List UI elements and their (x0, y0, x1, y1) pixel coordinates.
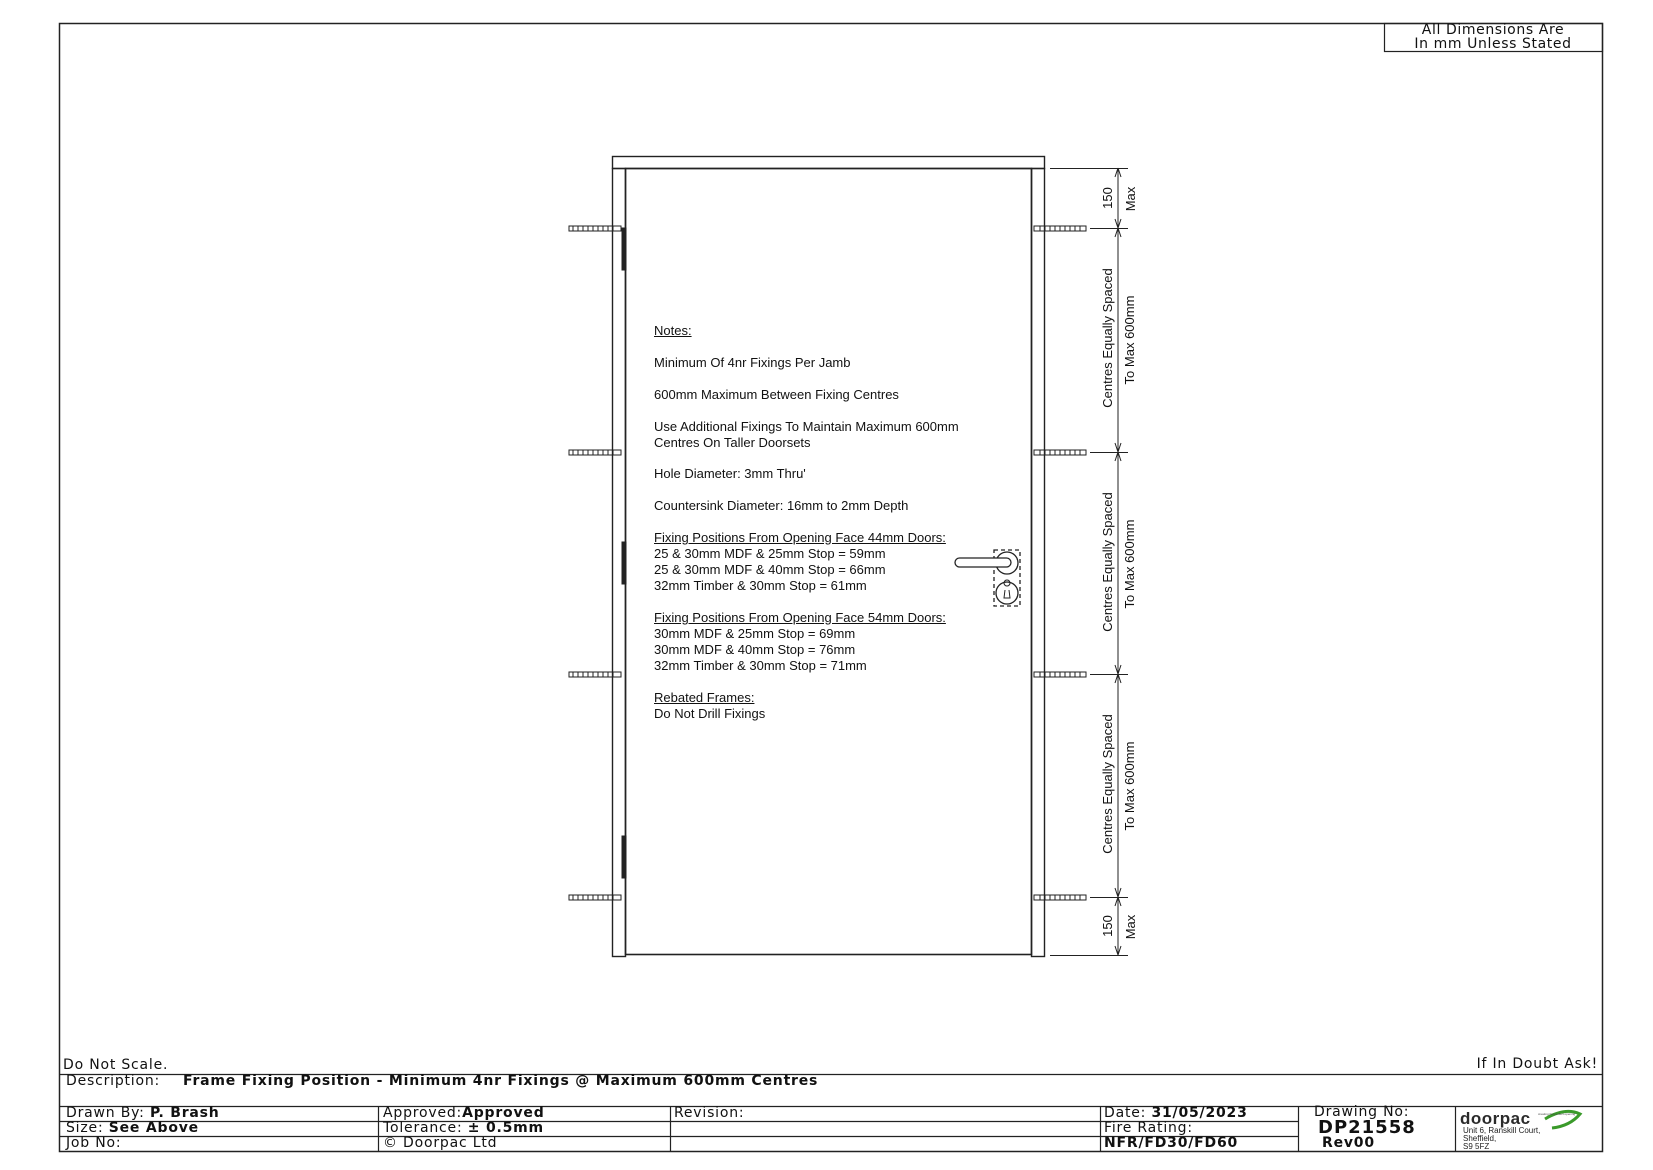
fixing-right-1 (1034, 226, 1086, 231)
approved-value: Approved (462, 1105, 545, 1121)
rebated-frames-text: Do Not Drill Fixings (654, 706, 766, 721)
dim-bottom-max: Max (1123, 914, 1138, 940)
dim-top-value: 150 (1100, 187, 1115, 209)
section-44mm-item: 32mm Timber & 30mm Stop = 61mm (654, 578, 867, 593)
doorpac-tagline: creating the perfect opening (1538, 1112, 1576, 1116)
lever-handle (955, 558, 1011, 567)
fixing-left-4 (569, 895, 621, 900)
dim-bottom-value: 150 (1100, 915, 1115, 937)
address-line: Sheffield, (1463, 1134, 1497, 1143)
fixing-right-3 (1034, 672, 1086, 677)
note-line: Countersink Diameter: 16mm to 2mm Depth (654, 498, 909, 513)
do-not-scale-note: Do Not Scale. (63, 1057, 169, 1073)
fixings-left (569, 226, 621, 900)
fire-rating-label: Fire Rating: (1104, 1120, 1193, 1136)
dimensions-note-line1: All Dimensions Are (1421, 22, 1565, 38)
dim-top-max: Max (1123, 186, 1138, 212)
drawn-by-value: P. Brash (149, 1105, 220, 1121)
section-54mm-item: 30mm MDF & 25mm Stop = 69mm (654, 626, 856, 641)
address-line: Unit 6, Ranskill Court, (1463, 1126, 1541, 1135)
note-line: Use Additional Fixings To Maintain Maximum 600mm (654, 419, 959, 434)
size-value: See Above (108, 1120, 199, 1136)
company-address (1463, 1127, 1540, 1151)
dim-spacing-3-line2: To Max 600mm (1122, 741, 1137, 831)
fire-rating-text: NFR/FD30/FD60 (1104, 1135, 1239, 1151)
revision-label: Revision: (674, 1105, 745, 1121)
note-line: 600mm Maximum Between Fixing Centres (654, 387, 899, 402)
dim-spacing-1-line2: To Max 600mm (1122, 295, 1137, 385)
fixing-right-4 (1034, 895, 1086, 900)
hinge-bottom (622, 836, 626, 878)
size (66, 1120, 199, 1136)
dim-spacing-3-line1: Centres Equally Spaced (1100, 714, 1115, 854)
approved (383, 1105, 545, 1121)
dimension-chain (1050, 168, 1128, 956)
dimensions-note-line2: In mm Unless Stated (1414, 36, 1572, 52)
drawing-no-value: DP21558 (1318, 1117, 1416, 1138)
approved-label: Approved: (383, 1105, 463, 1121)
revision-number: Rev00 (1322, 1135, 1375, 1151)
tolerance-label: Tolerance: (383, 1120, 463, 1136)
description-value (183, 1073, 818, 1089)
note-line: Centres On Taller Doorsets (654, 435, 811, 450)
door-handle-and-lock (955, 550, 1020, 606)
section-54mm-heading: Fixing Positions From Opening Face 54mm Doors: (654, 610, 946, 625)
section-54mm-item: 30mm MDF & 40mm Stop = 76mm (654, 642, 856, 657)
size-label: Size: (66, 1120, 104, 1136)
note-line: Hole Diameter: 3mm Thru' (654, 466, 806, 481)
fire-rating-value (1104, 1135, 1238, 1151)
date (1104, 1105, 1248, 1121)
fixing-left-2 (569, 450, 621, 455)
description-label: Description: (66, 1073, 161, 1089)
escutcheon (996, 582, 1018, 604)
frame-jamb-right (1032, 169, 1045, 957)
notes-heading: Notes: (654, 323, 692, 338)
dim-spacing-2-line2: To Max 600mm (1122, 519, 1137, 609)
dim-spacing-1-line1: Centres Equally Spaced (1100, 268, 1115, 408)
doorpac-logo: doorpac (1460, 1109, 1531, 1128)
date-value: 31/05/2023 (1151, 1105, 1248, 1121)
note-line: Minimum Of 4nr Fixings Per Jamb (654, 355, 851, 370)
drawing-no-label: Drawing No: (1314, 1104, 1410, 1120)
rebated-frames-heading: Rebated Frames: (654, 690, 755, 705)
drawn-by (66, 1105, 220, 1121)
section-44mm-item: 25 & 30mm MDF & 40mm Stop = 66mm (654, 562, 886, 577)
tolerance-value: ± 0.5mm (467, 1120, 544, 1136)
if-in-doubt-note: If In Doubt Ask! (1476, 1056, 1598, 1072)
description-text: Frame Fixing Position - Minimum 4nr Fixings @ Maximum 600mm Centres (183, 1073, 819, 1089)
hinge-top (622, 228, 626, 270)
section-54mm-item: 32mm Timber & 30mm Stop = 71mm (654, 658, 867, 673)
section-44mm-heading: Fixing Positions From Opening Face 44mm Doors: (654, 530, 946, 545)
frame-head (613, 157, 1045, 169)
section-44mm-item: 25 & 30mm MDF & 25mm Stop = 59mm (654, 546, 886, 561)
hinge-middle (622, 542, 626, 584)
date-label: Date: (1104, 1105, 1147, 1121)
address-line: S9 5FZ (1463, 1142, 1490, 1151)
tolerance (383, 1120, 544, 1136)
fixing-left-1 (569, 226, 621, 231)
copyright: © Doorpac Ltd (383, 1135, 498, 1151)
dim-spacing-2-line1: Centres Equally Spaced (1100, 492, 1115, 632)
drawn-by-label: Drawn By: (66, 1105, 145, 1121)
fixings-right (1034, 226, 1086, 900)
fixing-left-3 (569, 672, 621, 677)
job-no-label: Job No: (66, 1135, 122, 1151)
fixing-right-2 (1034, 450, 1086, 455)
